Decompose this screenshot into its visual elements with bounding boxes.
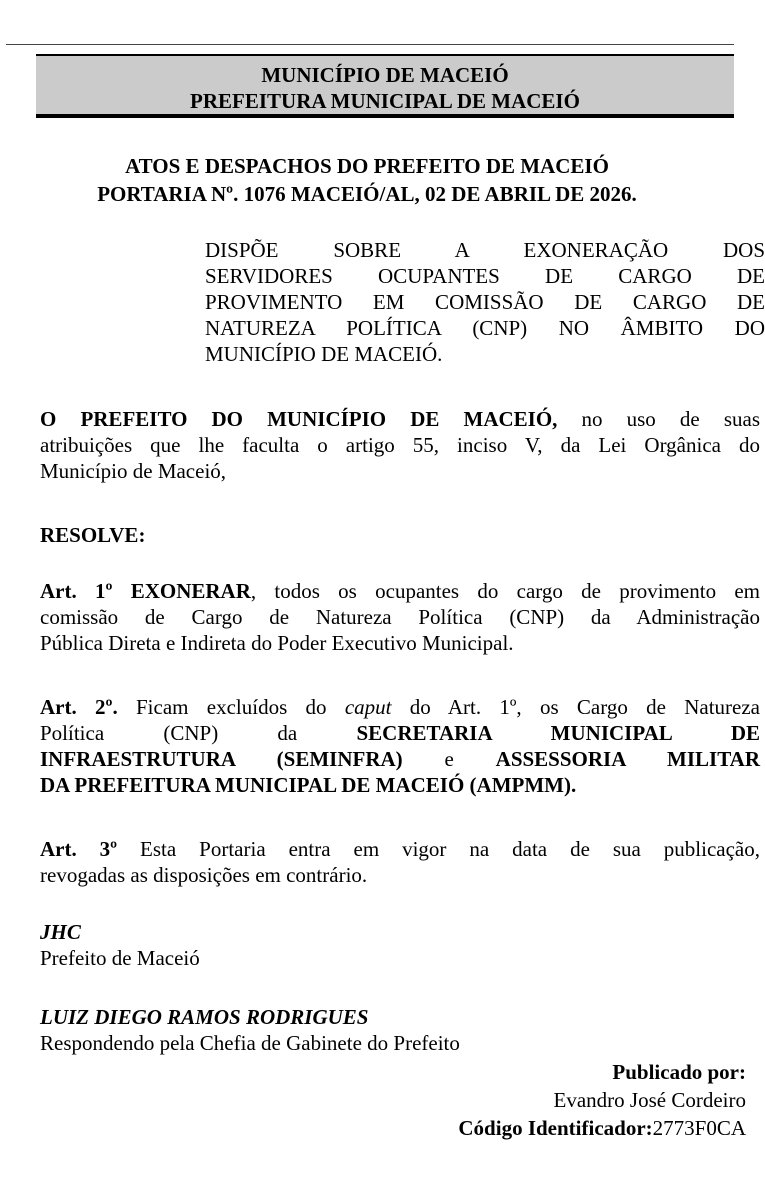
signature-mayor (40, 919, 760, 971)
art2-ampmm: DA PREFEITURA MUNICIPAL DE MACEIÓ (AMPMM). (40, 773, 577, 797)
art1-text: , todos os ocupantes do cargo de provimento em (250, 579, 760, 603)
title-line-2: PORTARIA Nº. 1076 MACEIÓ/AL, 02 DE ABRIL DE 2026. (97, 182, 637, 206)
ementa-line: PROVIMENTO EM COMISSÃO DE CARGO DE (205, 290, 765, 314)
resolve-label: RESOLVE: (40, 523, 146, 547)
art2-text: Política (CNP) da (40, 721, 357, 745)
preamble-text: no uso de suas (557, 407, 760, 431)
art3-label: Art. 3º (40, 837, 118, 861)
ementa-line: DISPÕE SOBRE A EXONERAÇÃO DOS (205, 238, 765, 262)
art1-label: Art. 1º (40, 579, 113, 603)
publisher-name: Evandro José Cordeiro (553, 1088, 746, 1112)
ementa-line: SERVIDORES OCUPANTES DE CARGO DE (205, 264, 765, 288)
art1-line: Pública Direta e Indireta do Poder Executivo Municipal. (40, 631, 514, 655)
ementa-line: NATUREZA POLÍTICA (CNP) NO ÂMBITO DO (205, 316, 765, 340)
signature-role: Prefeito de Maceió (40, 946, 200, 970)
published-by-label: Publicado por: (612, 1060, 746, 1084)
art2-caput: caput (344, 695, 392, 719)
publication-info (458, 1058, 746, 1142)
art2-text: Ficam excluídos do (117, 695, 345, 719)
art3-line: revogadas as disposições em contrário. (40, 863, 368, 887)
title-line-1: ATOS E DESPACHOS DO PREFEITO DE MACEIÓ (125, 154, 609, 178)
code-label: Código Identificador: (458, 1116, 653, 1140)
art3-text: Esta Portaria entra em vigor na data de sua publicação, (117, 837, 760, 861)
art2-secretaria: SECRETARIA MUNICIPAL DE (356, 721, 760, 745)
signature-role: Respondendo pela Chefia de Gabinete do Prefeito (40, 1031, 460, 1055)
preamble-line: Município de Maceió, (40, 459, 227, 483)
signature-chief (40, 1004, 760, 1056)
article-3 (40, 836, 760, 888)
signature-name: LUIZ DIEGO RAMOS RODRIGUES (40, 1005, 369, 1029)
art1-bold: EXONERAR (112, 579, 251, 603)
art2-seminfra: INFRAESTRUTURA (SEMINFRA) (40, 747, 403, 771)
signature-name: JHC (40, 920, 81, 944)
art2-text: do Art. 1º, os Cargo de Natureza (391, 695, 760, 719)
top-rule (6, 44, 734, 45)
ementa-line: MUNICÍPIO DE MACEIÓ. (205, 342, 443, 366)
resolve-heading (40, 522, 760, 548)
ementa (205, 237, 765, 367)
art1-line: comissão de Cargo de Natureza Política (CNP) da Administração (40, 605, 760, 629)
document-title (0, 152, 734, 208)
art2-text: e (402, 747, 496, 771)
article-2 (40, 694, 760, 798)
header-banner (36, 54, 734, 118)
preamble-line: atribuições que lhe faculta o artigo 55, inciso V, da Lei Orgânica do (40, 433, 760, 457)
identifier-code: 2773F0CA (652, 1116, 746, 1140)
header-municipality: MUNICÍPIO DE MACEIÓ (261, 63, 509, 87)
art2-label: Art. 2º. (40, 695, 118, 719)
preamble-bold: O PREFEITO DO MUNICÍPIO DE MACEIÓ, (40, 407, 558, 431)
header-prefecture: PREFEITURA MUNICIPAL DE MACEIÓ (190, 89, 580, 113)
article-1 (40, 578, 760, 656)
art2-assessoria: ASSESSORIA MILITAR (495, 747, 760, 771)
preamble-paragraph (40, 406, 760, 484)
